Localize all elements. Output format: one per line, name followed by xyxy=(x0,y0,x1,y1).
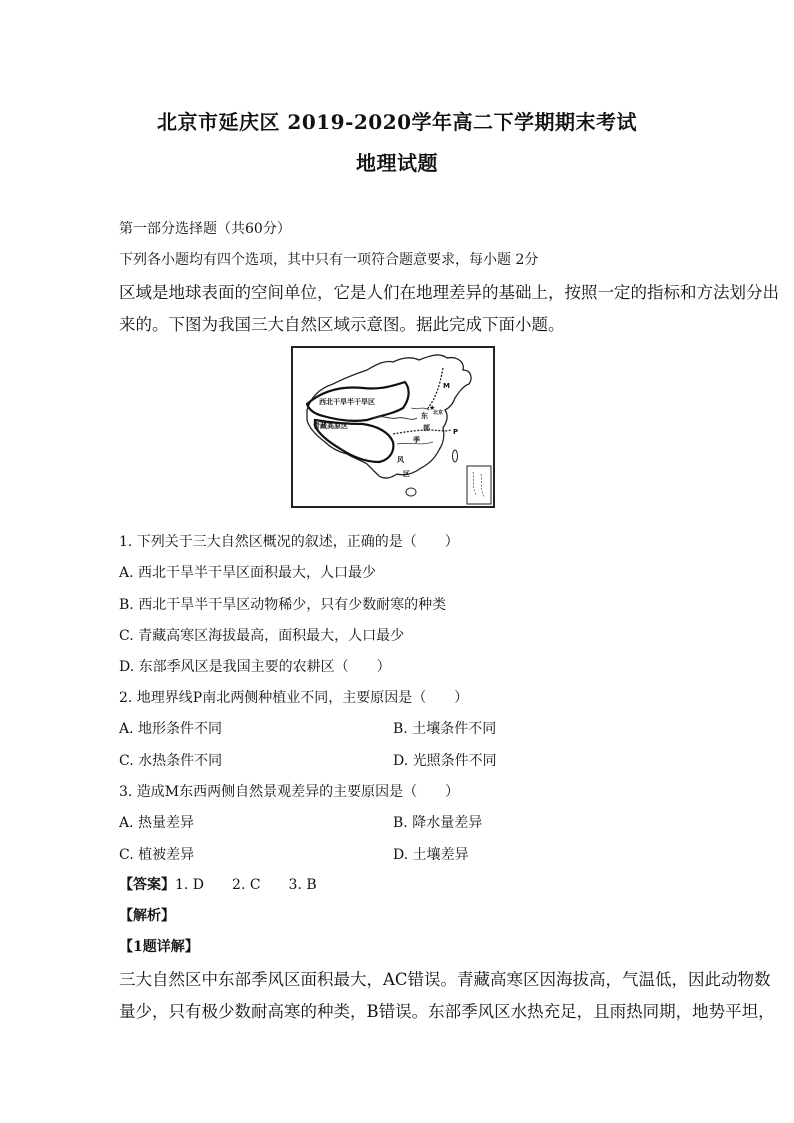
taiwan-island xyxy=(453,450,458,462)
question-2-stem: 2. 地理界线P南北两侧种植业不同，主要原因是（ ） xyxy=(119,690,469,706)
answer-label: 【答案】 xyxy=(119,877,175,893)
question-3-option-b: B. 降水量差异 xyxy=(393,815,483,831)
label-dong: 东 xyxy=(421,412,428,420)
hainan-island xyxy=(406,488,416,496)
section-heading: 第一部分选择题（共60分） xyxy=(119,221,291,237)
label-qu: 区 xyxy=(403,470,410,478)
question-1-stem: 1. 下列关于三大自然区概况的叙述，正确的是（ ） xyxy=(119,534,459,550)
analysis-line-1: 三大自然区中东部季风区面积最大，AC错误。青藏高寒区因海拔高，气温低，因此动物数 xyxy=(119,970,771,989)
boundary-line-p xyxy=(393,430,451,434)
question-1-option-a: A. 西北干旱半干旱区面积最大，人口最少 xyxy=(119,565,377,581)
map-drawing xyxy=(293,348,493,506)
river-north xyxy=(411,408,429,410)
question-1-option-b: B. 西北干旱半干旱区动物稀少，只有少数耐寒的种类 xyxy=(119,597,447,613)
south-china-sea-inset xyxy=(467,466,491,504)
section-instruction: 下列各小题均有四个选项，其中只有一项符合题意要求，每小题 2分 xyxy=(119,252,539,268)
question-2-option-d: D. 光照条件不同 xyxy=(393,753,497,769)
question-1-option-d: D. 东部季风区是我国主要的农耕区（ ） xyxy=(119,659,391,675)
question-2-option-a: A. 地形条件不同 xyxy=(119,721,223,737)
question-3-option-d: D. 土壤差异 xyxy=(393,847,469,863)
question-2-option-c: C. 水热条件不同 xyxy=(119,753,223,769)
label-bu: 部 xyxy=(423,424,430,432)
label-northwest: 西北干旱半干旱区 xyxy=(319,398,375,406)
document-title: 北京市延庆区 2019-2020学年高二下学期期末考试 xyxy=(156,110,638,134)
answer-text: 1. D 2. C 3. B xyxy=(175,877,317,893)
label-feng: 风 xyxy=(397,456,404,464)
label-ji: 季 xyxy=(413,436,420,444)
capital-star-icon: ★ xyxy=(429,404,436,412)
analysis-label: 【解析】 xyxy=(119,908,175,924)
question-3-option-c: C. 植被差异 xyxy=(119,847,195,863)
label-p: P xyxy=(453,428,459,436)
question-2-option-b: B. 土壤条件不同 xyxy=(393,721,497,737)
label-m: M xyxy=(443,382,450,390)
china-outline xyxy=(307,355,471,478)
analysis-line-2: 量少，只有极少数耐高寒的种类，B错误。东部季风区水热充足，且雨热同期，地势平坦， xyxy=(119,1002,775,1021)
inset-islands xyxy=(473,472,485,498)
question-3-stem: 3. 造成M东西两侧自然景观差异的主要原因是（ ） xyxy=(119,784,460,800)
intro-line-1: 区域是地球表面的空间单位，它是人们在地理差异的基础上，按照一定的指标和方法划分出 xyxy=(119,283,779,302)
answer-line xyxy=(119,874,317,894)
question-3-option-a: A. 热量差异 xyxy=(119,815,195,831)
question-1-option-c: C. 青藏高寒区海拔最高，面积最大，人口最少 xyxy=(119,628,405,644)
label-capital: 北京 xyxy=(433,410,444,416)
yellow-river xyxy=(373,417,417,420)
intro-line-2: 来的。下图为我国三大自然区域示意图。据此完成下面小题。 xyxy=(119,315,565,334)
document-subtitle: 地理试题 xyxy=(356,151,438,175)
china-natural-regions-map xyxy=(291,346,495,508)
label-qinghai: 青藏高原区 xyxy=(313,422,348,430)
analysis-detail-label: 【1题详解】 xyxy=(119,939,199,955)
